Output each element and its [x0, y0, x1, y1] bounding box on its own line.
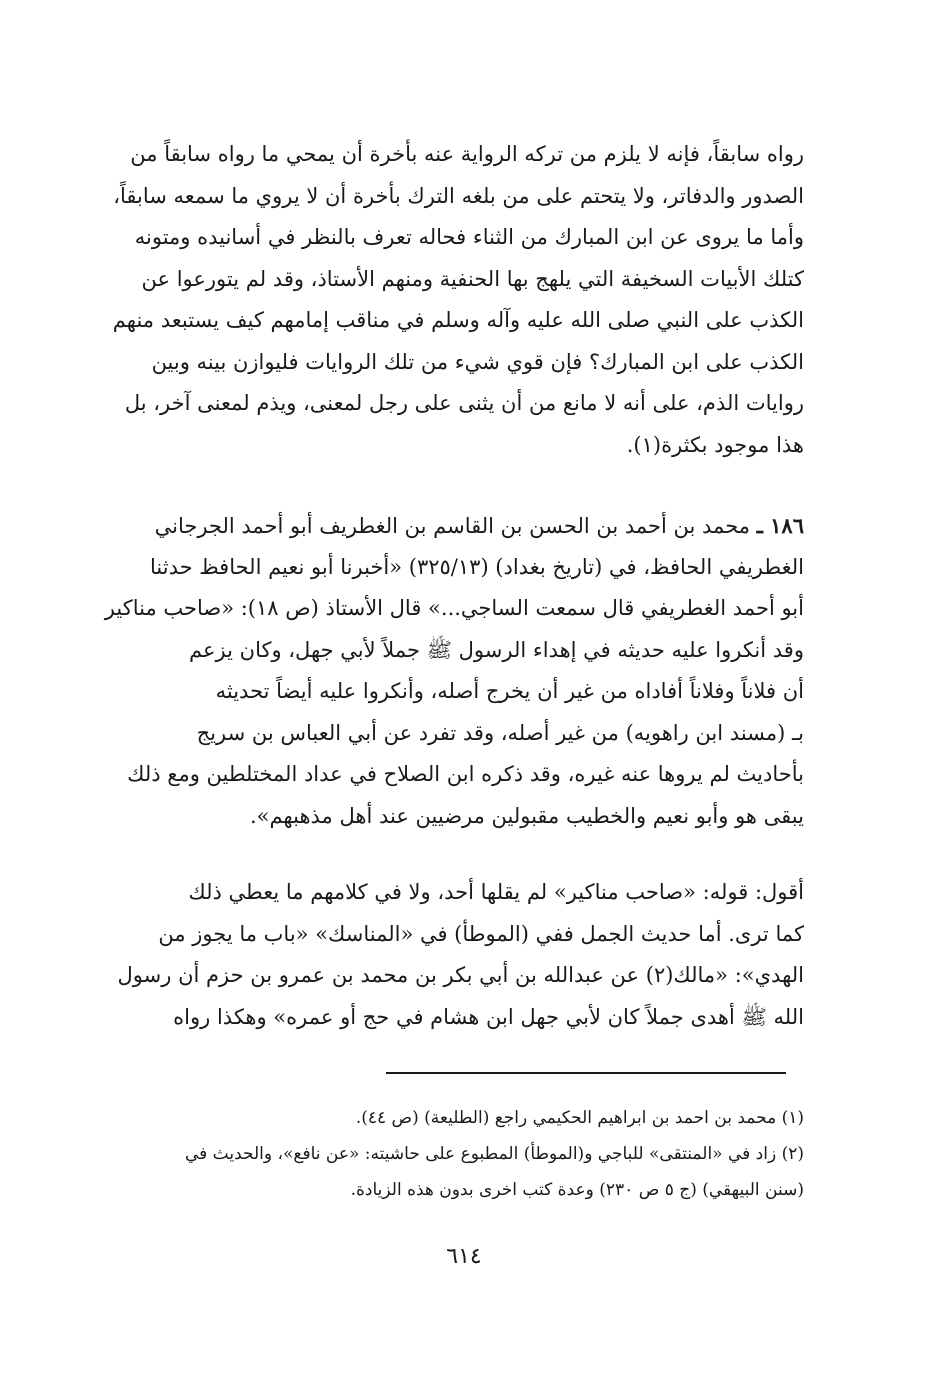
- text-line: رواه سابقاً، فإنه لا يلزم من تركه الرواية عنه بأخرة أن يمحي ما رواه سابقاً من: [130, 142, 804, 166]
- text-line: كتلك الأبيات السخيفة التي يلهج بها الحنفية ومنهم الأستاذ، وقد لم يتورعوا عن: [141, 266, 804, 291]
- footnote-2: (٢) زاد في «المنتقى» للباجي و(الموطأ) المطبوع على حاشيته: «عن نافع»، والحديث في: [184, 1144, 804, 1164]
- text-line: الله ﷺ أهدى جملاً كان لأبي جهل ابن هشام في حج أو عمره» وهكذا رواه: [173, 1004, 804, 1029]
- footnote-1: (١) محمد بن احمد بن ابراهيم الحكيمي راجع (الطليعة) (ص ٤٤).: [355, 1108, 804, 1128]
- footnotes: [78, 1100, 804, 1208]
- text-line: الهدي»: «مالك(٢) عن عبدالله بن أبي بكر بن محمد بن عمرو بن حزم أن رسول: [117, 963, 804, 987]
- text-line: أن فلاناً وفلاناً أفاداه من غير أن يخرج أصله، وأنكروا عليه أيضاً تحديثه: [215, 679, 804, 703]
- footnote-2-continued: (سنن البيهقي) (ج ٥ ص ٢٣٠) وعدة كتب اخرى بدون هذه الزيادة.: [350, 1180, 804, 1200]
- text-line: وقد أنكروا عليه حديثه في إهداء الرسول ﷺ جملاً لأبي جهل، وكان يزعم: [189, 637, 804, 662]
- footnote-separator: [386, 1072, 786, 1074]
- text-line: بـ (مسند ابن راهويه) من غير أصله، وقد تفرد عن أبي العباس بن سريج: [196, 720, 804, 745]
- text-line: أبو أحمد الغطريفي قال سمعت الساجي...» قال الأستاذ (ص ١٨): «صاحب مناكير: [104, 596, 804, 620]
- entry-heading-text: محمد بن أحمد بن الحسن بن القاسم بن الغطريف أبو أحمد الجرجاني: [154, 514, 750, 538]
- page-number: ٦١٤: [446, 1244, 482, 1269]
- text-line: الصدور والدفاتر، ولا يتحتم على من بلغه الترك بأخرة أن لا يروي ما سمعه سابقاً،: [113, 183, 804, 208]
- entry-number: ١٨٦ ـ: [756, 513, 804, 538]
- text-line: الكذب على النبي صلى الله عليه وآله وسلم في مناقب إمامهم كيف يستبعد منهم: [112, 308, 804, 332]
- text-line: يبقى هو وأبو نعيم والخطيب مقبولين مرضيين عند أهل مذهبهم».: [249, 803, 804, 828]
- text-line: وأما ما يروى عن ابن المبارك من الثناء فحاله تعرف بالنظر في أسانيده ومتونه: [134, 225, 804, 249]
- paragraph-1: [78, 134, 804, 466]
- paragraph-3: [78, 872, 804, 1038]
- text-line: بأحاديث لم يروها عنه غيره، وقد ذكره ابن الصلاح في عداد المختلطين ومع ذلك: [127, 762, 804, 786]
- text-line: أقول: قوله: «صاحب مناكير» لم يقلها أحد، ولا في كلامهم ما يعطي ذلك: [188, 880, 804, 904]
- text-line: روايات الذم، على أنه لا مانع من أن يثنى على رجل لمعنى، ويذم لمعنى آخر، بل: [124, 391, 804, 415]
- text-line: الغطريفي الحافظ، في (تاريخ بغداد) (٣٢٥/١٣) «أخبرنا أبو نعيم الحافظ حدثنا: [149, 554, 804, 579]
- entry-heading-line: [78, 505, 804, 547]
- paragraph-2-entry-186: [78, 505, 804, 837]
- text-line: هذا موجود بكثرة(١).: [626, 432, 804, 457]
- text-line: الكذب على ابن المبارك؟ فإن قوي شيء من تلك الروايات فليوازن بينه وبين: [151, 349, 804, 374]
- text-line: كما ترى. أما حديث الجمل ففي (الموطأ) في «المناسك» «باب ما يجوز من: [158, 921, 804, 946]
